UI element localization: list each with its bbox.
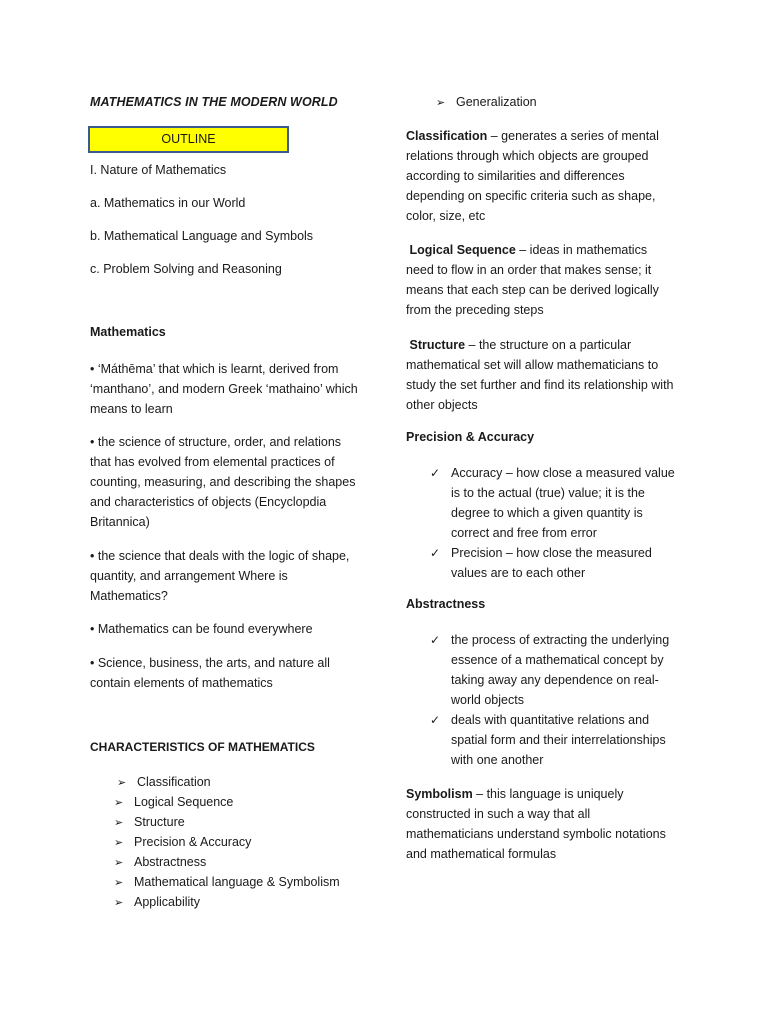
arrow-icon: ➢ xyxy=(117,777,127,789)
mathematics-heading: Mathematics xyxy=(90,325,166,339)
arrow-icon: ➢ xyxy=(114,837,124,849)
outline-box: OUTLINE xyxy=(88,126,289,153)
structure-term: Structure xyxy=(409,338,466,352)
checkmark-icon: ✓ xyxy=(430,466,441,480)
logical-sequence-term: Logical Sequence xyxy=(409,243,516,257)
list-item: ➢ Classification xyxy=(114,772,364,792)
arrow-icon: ➢ xyxy=(114,877,124,889)
arrow-icon: ➢ xyxy=(114,857,124,869)
list-item: ➢ Abstractness xyxy=(114,852,364,872)
arrow-icon: ➢ xyxy=(114,897,124,909)
classification-term: Classification xyxy=(406,129,488,143)
mathematics-bullet: • the science of structure, order, and relations that has evolved from elemental practices of counting, measuring, and describing the shapes and characteristics of objects (Encyclopdia Britannica) xyxy=(90,435,356,529)
list-item: ✓ Precision – how close the measured values are to each other xyxy=(406,543,678,583)
list-item: ✓ deals with quantitative relations and spatial form and their interrelationships with one another xyxy=(406,710,678,770)
list-item: ➢ Logical Sequence xyxy=(114,792,364,812)
arrow-icon: ➢ xyxy=(114,797,124,809)
checkmark-icon: ✓ xyxy=(430,633,441,647)
outline-item: c. Problem Solving and Reasoning xyxy=(90,262,282,276)
symbolism-term: Symbolism xyxy=(406,787,473,801)
list-item: ➢ Applicability xyxy=(114,892,364,912)
document-title: MATHEMATICS IN THE MODERN WORLD xyxy=(90,95,338,109)
characteristics-heading: CHARACTERISTICS OF MATHEMATICS xyxy=(90,740,315,754)
checkmark-icon: ✓ xyxy=(430,713,441,727)
characteristics-list xyxy=(114,772,364,912)
generalization-item: ➢ Generalization xyxy=(436,92,537,112)
list-item: ➢ Structure xyxy=(114,812,364,832)
mathematics-bullet: • ‘Máthēma’ that which is learnt, derived from ‘manthano’, and modern Greek ‘mathaino’ which means to learn xyxy=(90,362,358,416)
abstractness-heading: Abstractness xyxy=(406,597,486,611)
symbolism-paragraph: Symbolism – this language is uniquely constructed in such a way that all mathematicians understand symbolic notations and mathematical formulas xyxy=(406,787,666,861)
logical-sequence-paragraph: Logical Sequence – ideas in mathematics need to flow in an order that makes sense; it means that each step can be derived logically from the preceding steps xyxy=(406,243,659,317)
arrow-icon: ➢ xyxy=(114,817,124,829)
list-item: ✓ the process of extracting the underlying essence of a mathematical concept by taking away any dependence on real-world objects xyxy=(406,630,678,710)
outline-item: b. Mathematical Language and Symbols xyxy=(90,229,314,243)
precision-heading: Precision & Accuracy xyxy=(406,430,535,444)
list-item: ✓ Accuracy – how close a measured value is to the actual (true) value; it is the degree to which a given quantity is correct and free from error xyxy=(406,463,678,543)
outline-item: I. Nature of Mathematics xyxy=(90,163,227,177)
precision-list xyxy=(406,463,678,583)
classification-paragraph: Classification – generates a series of mental relations through which objects are grouped according to similarities and differences depending on specific criteria such as shape, color, size, etc xyxy=(406,129,659,223)
abstractness-list xyxy=(406,630,678,770)
outline-item: a. Mathematics in our World xyxy=(90,196,246,210)
list-item: ➢ Precision & Accuracy xyxy=(114,832,364,852)
mathematics-bullet: • the science that deals with the logic of shape, quantity, and arrangement Where is Mathematics? xyxy=(90,549,350,603)
structure-paragraph: Structure – the structure on a particular mathematical set will allow mathematicians to study the set further and find its relationship with other objects xyxy=(406,338,674,412)
arrow-icon: ➢ xyxy=(436,97,446,109)
mathematics-bullet: • Mathematics can be found everywhere xyxy=(90,622,313,636)
checkmark-icon: ✓ xyxy=(430,546,441,560)
mathematics-bullet: • Science, business, the arts, and nature all contain elements of mathematics xyxy=(90,656,330,690)
list-item: ➢ Mathematical language & Symbolism xyxy=(114,872,364,892)
